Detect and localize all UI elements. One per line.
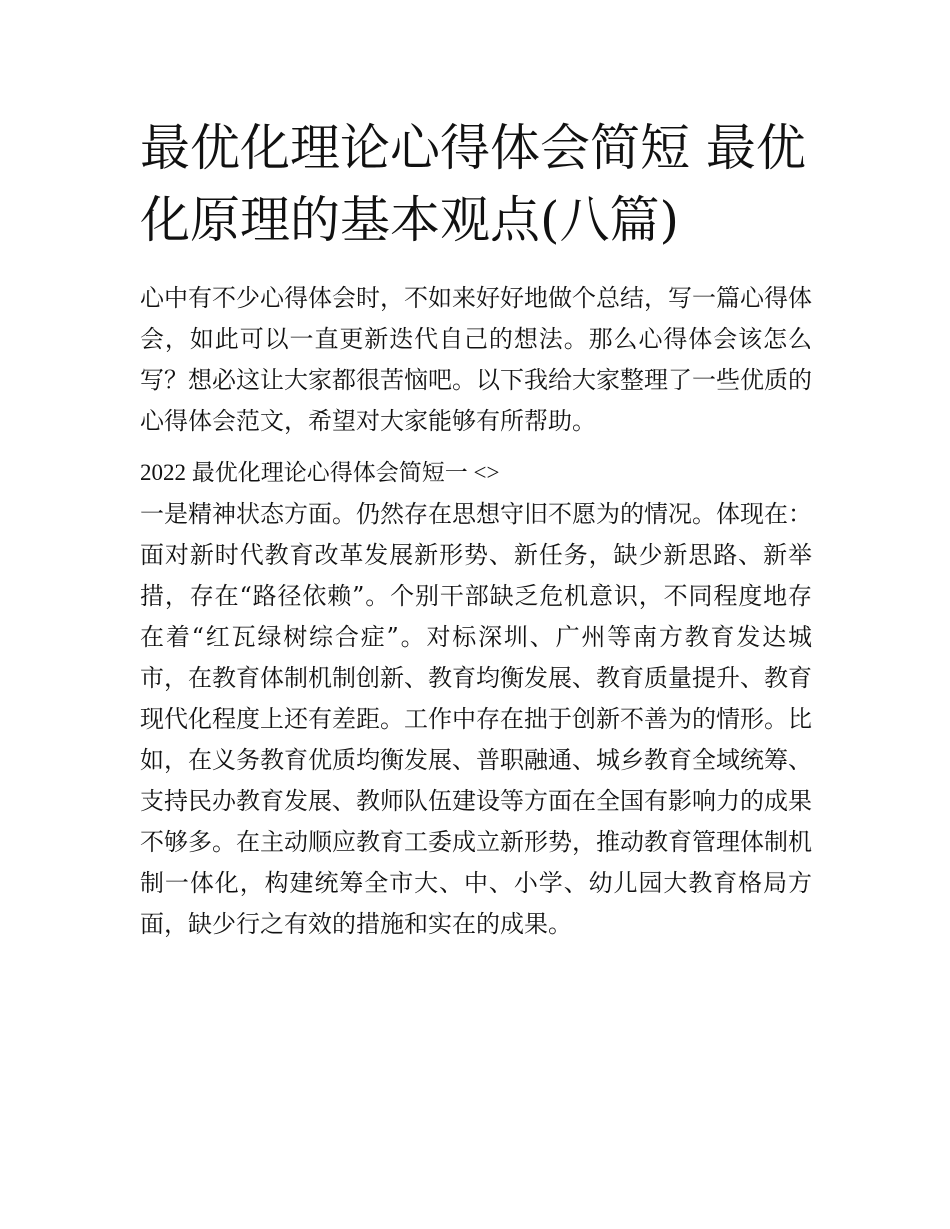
section-heading: 2022 最优化理论心得体会简短一 <> <box>140 460 500 485</box>
intro-paragraph: 心中有不少心得体会时，不如来好好地做个总结，写一篇心得体会，如此可以一直更新迭代自己的想法。那么心得体会该怎么写？想必这让大家都很苦恼吧。以下我给大家整理了一些优质的心得体会范文，希望对大家能够有所帮助。 <box>140 284 812 435</box>
document-title: 最优化理论心得体会简短 最优化原理的基本观点(八篇) <box>140 119 806 249</box>
document-page <box>140 112 812 945</box>
section-body-paragraph: 一是精神状态方面。仍然存在思想守旧不愿为的情况。体现在：面对新时代教育改革发展新形势、新任务，缺少新思路、新举措，存在“路径依赖”。个别干部缺乏危机意识，不同程度地存在着“红瓦绿树综合症”。对标深圳、广州等南方教育发达城市，在教育体制机制创新、教育均衡发展、教育质量提升、教育现代化程度上还有差距。工作中存在拙于创新不善为的情形。比如，在义务教育优质均衡发展、普职融通、城乡教育全域统筹、支持民办教育发展、教师队伍建设等方面在全国有影响力的成果不够多。在主动顺应教育工委成立新形势，推动教育管理体制机制一体化，构建统筹全市大、中、小学、幼儿园大教育格局方面，缺少行之有效的措施和实在的成果。 <box>140 500 812 938</box>
